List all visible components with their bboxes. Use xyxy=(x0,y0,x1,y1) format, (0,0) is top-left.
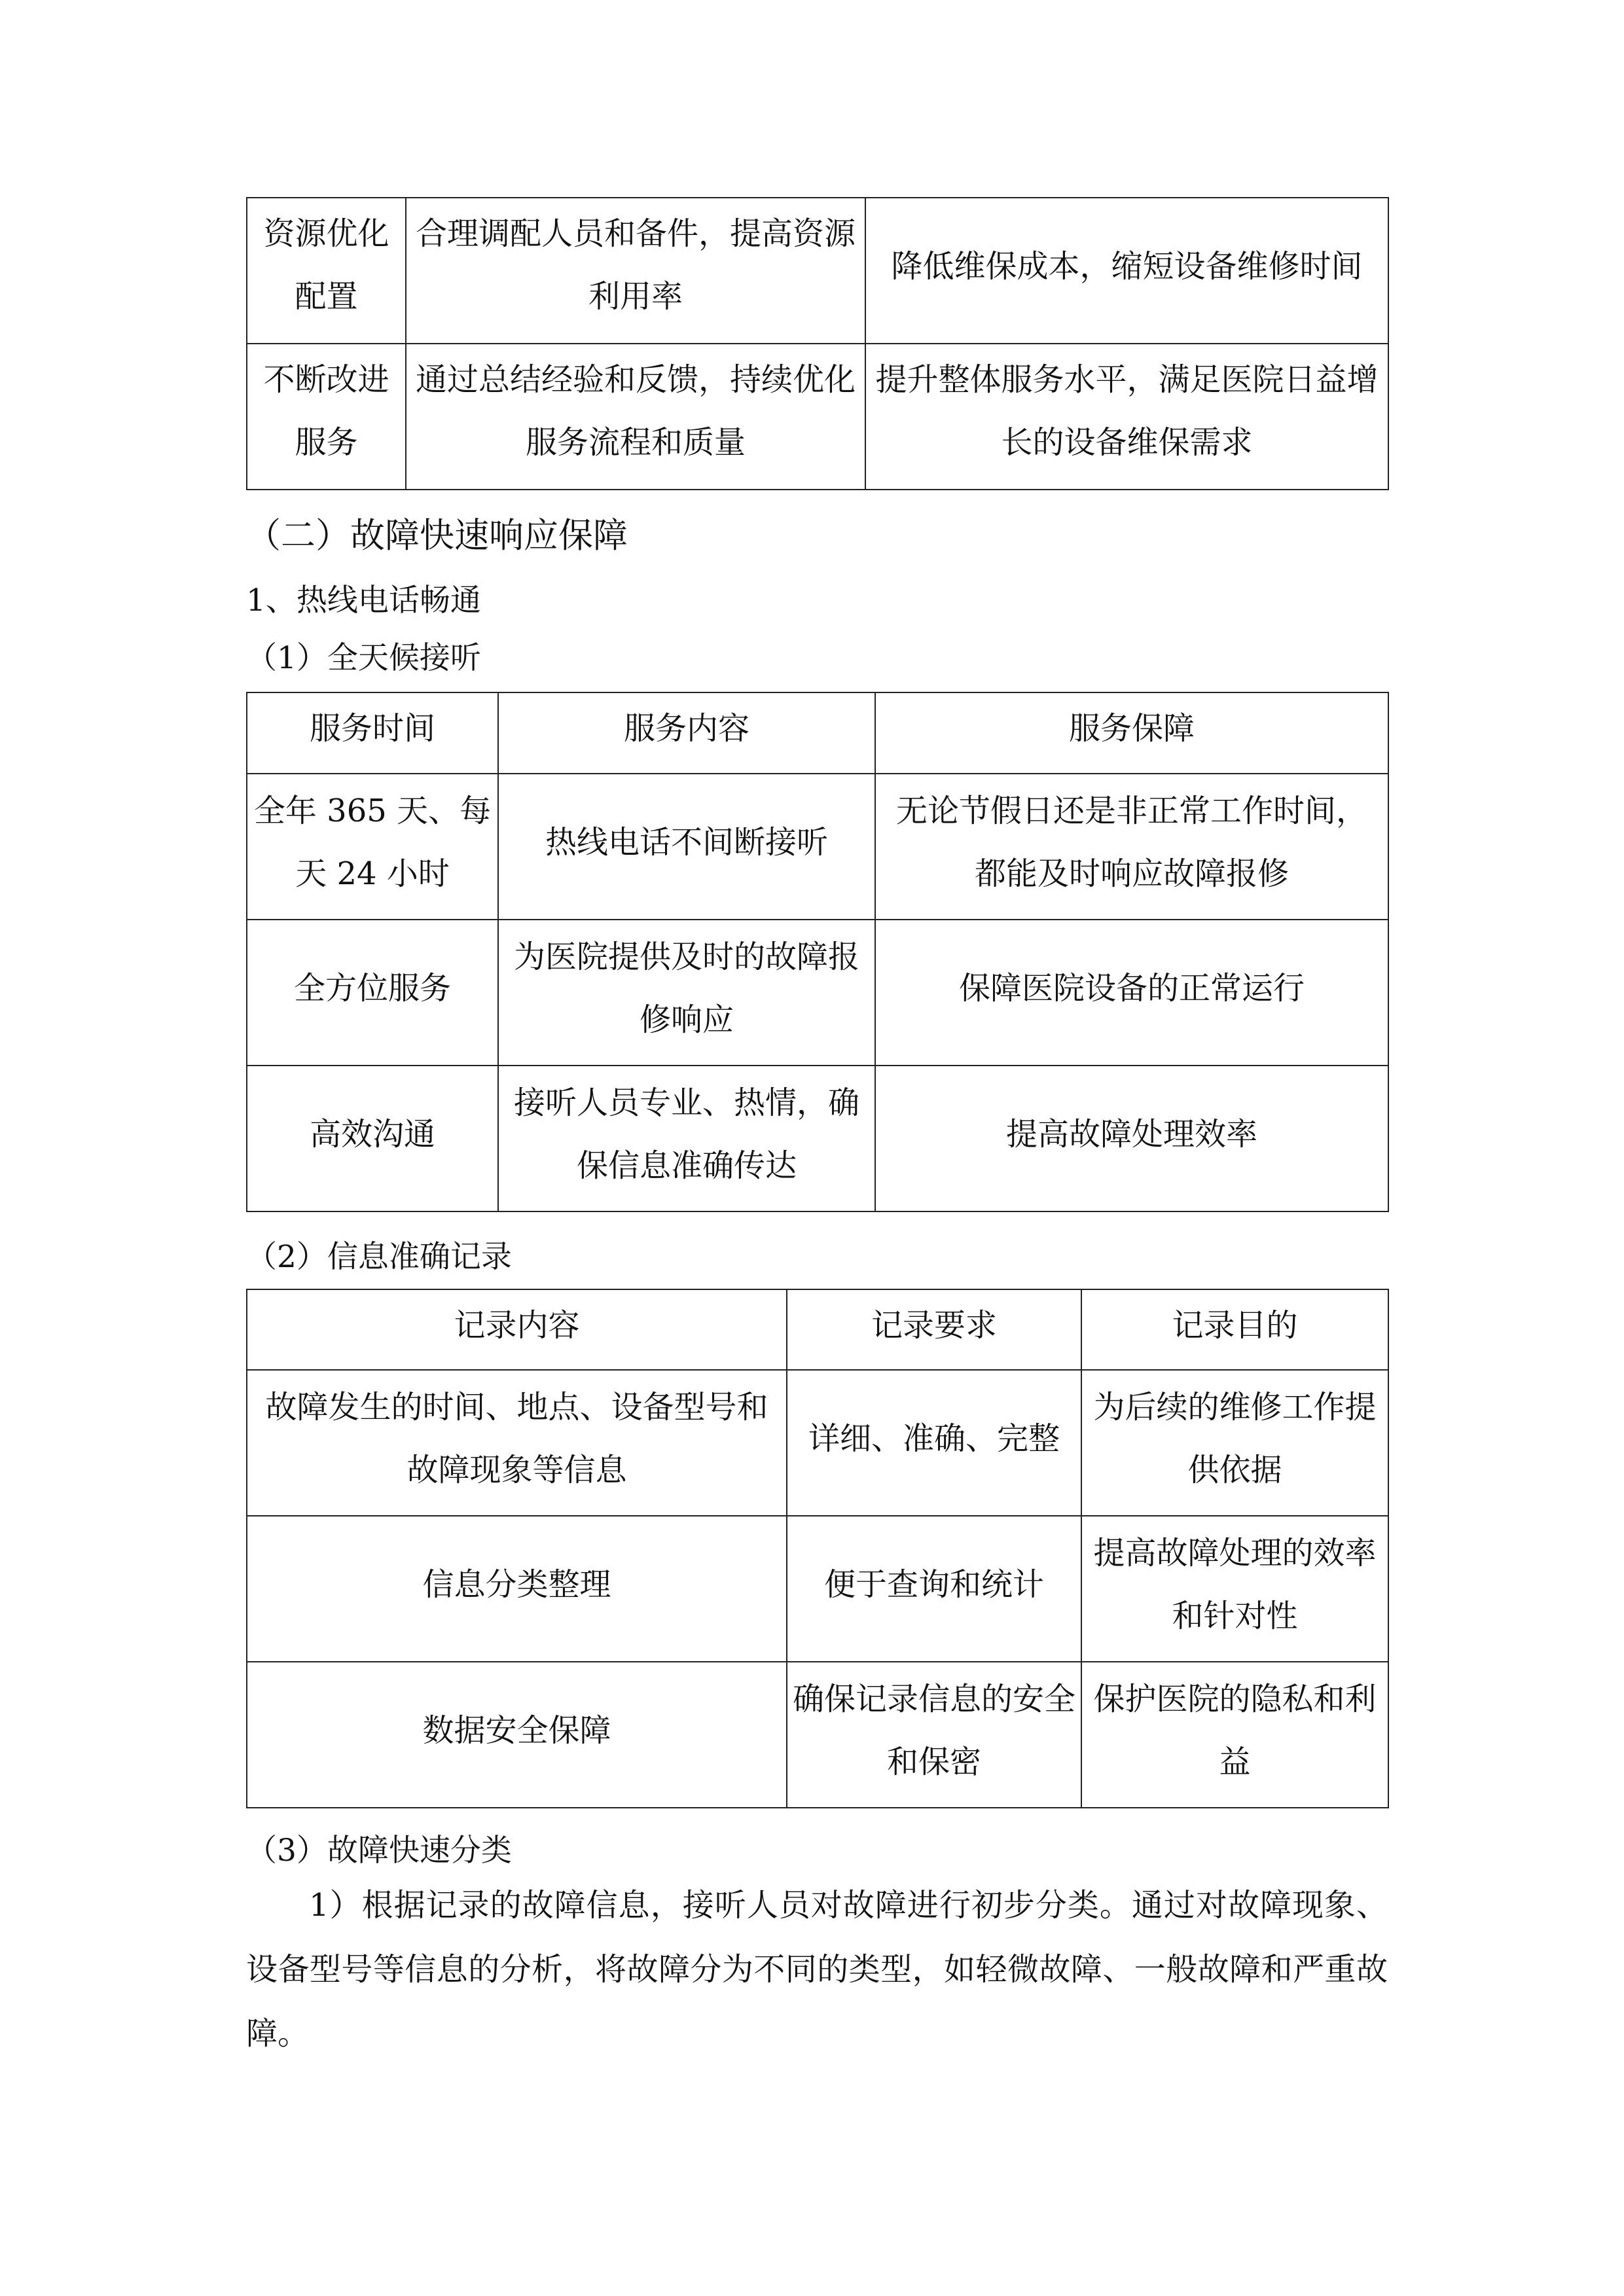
table-cell: 高效沟通 xyxy=(247,1066,498,1211)
table-cell: 保护医院的隐私和利益 xyxy=(1081,1662,1388,1808)
table-cell: 信息分类整理 xyxy=(247,1516,787,1662)
table-cell: 为后续的维修工作提供依据 xyxy=(1081,1370,1388,1516)
service-table xyxy=(246,692,1389,1212)
table-cell: 资源优化配置 xyxy=(247,198,406,344)
table-header-cell: 记录目的 xyxy=(1081,1289,1388,1370)
table-header-cell: 记录要求 xyxy=(787,1289,1081,1370)
table-cell: 合理调配人员和备件，提高资源利用率 xyxy=(406,198,865,344)
table-header-cell: 服务内容 xyxy=(498,692,875,774)
table-cell: 提升整体服务水平，满足医院日益增长的设备维保需求 xyxy=(865,344,1388,490)
section-heading: （二）故障快速响应保障 xyxy=(246,516,628,556)
table-row xyxy=(247,1066,1388,1211)
subsection-heading: 1、热线电话畅通 xyxy=(246,583,481,619)
table-row xyxy=(247,920,1388,1066)
table-cell: 全方位服务 xyxy=(247,920,498,1066)
table-header-cell: 服务时间 xyxy=(247,692,498,774)
item-heading: （3）故障快速分类 xyxy=(246,1833,512,1869)
table-row xyxy=(247,198,1388,344)
table-cell: 降低维保成本，缩短设备维修时间 xyxy=(865,198,1388,344)
resource-table xyxy=(246,197,1389,490)
table-cell: 热线电话不间断接听 xyxy=(498,774,875,920)
table-cell: 提高故障处理的效率和针对性 xyxy=(1081,1516,1388,1662)
table-cell: 不断改进服务 xyxy=(247,344,406,490)
table-cell: 详细、准确、完整 xyxy=(787,1370,1081,1516)
table-cell: 确保记录信息的安全和保密 xyxy=(787,1662,1081,1808)
table-cell: 提高故障处理效率 xyxy=(875,1066,1388,1211)
item-heading: （2）信息准确记录 xyxy=(246,1239,512,1275)
table-cell: 接听人员专业、热情，确保信息准确传达 xyxy=(498,1066,875,1211)
table-row xyxy=(247,1662,1388,1808)
table-header-cell: 服务保障 xyxy=(875,692,1388,774)
table-row xyxy=(247,1370,1388,1516)
table-header-cell: 记录内容 xyxy=(247,1289,787,1370)
item-heading: （1）全天候接听 xyxy=(246,640,481,676)
body-paragraph: 1）根据记录的故障信息，接听人员对故障进行初步分类。通过对故障现象、设备型号等信息的分析，将故障分为不同的类型，如轻微故障、一般故障和严重故障。 xyxy=(246,1887,1388,2052)
table-cell: 无论节假日还是非正常工作时间，都能及时响应故障报修 xyxy=(875,774,1388,920)
table-cell: 数据安全保障 xyxy=(247,1662,787,1808)
table-row xyxy=(247,344,1388,490)
table-header-row xyxy=(247,1289,1388,1370)
table-cell: 为医院提供及时的故障报修响应 xyxy=(498,920,875,1066)
table-header-row xyxy=(247,692,1388,774)
table-cell: 便于查询和统计 xyxy=(787,1516,1081,1662)
record-table xyxy=(246,1289,1389,1808)
table-cell: 保障医院设备的正常运行 xyxy=(875,920,1388,1066)
table-row xyxy=(247,774,1388,920)
table-row xyxy=(247,1516,1388,1662)
table-cell: 全年 365 天、每天 24 小时 xyxy=(247,774,498,920)
table-cell: 故障发生的时间、地点、设备型号和故障现象等信息 xyxy=(247,1370,787,1516)
table-cell: 通过总结经验和反馈，持续优化服务流程和质量 xyxy=(406,344,865,490)
